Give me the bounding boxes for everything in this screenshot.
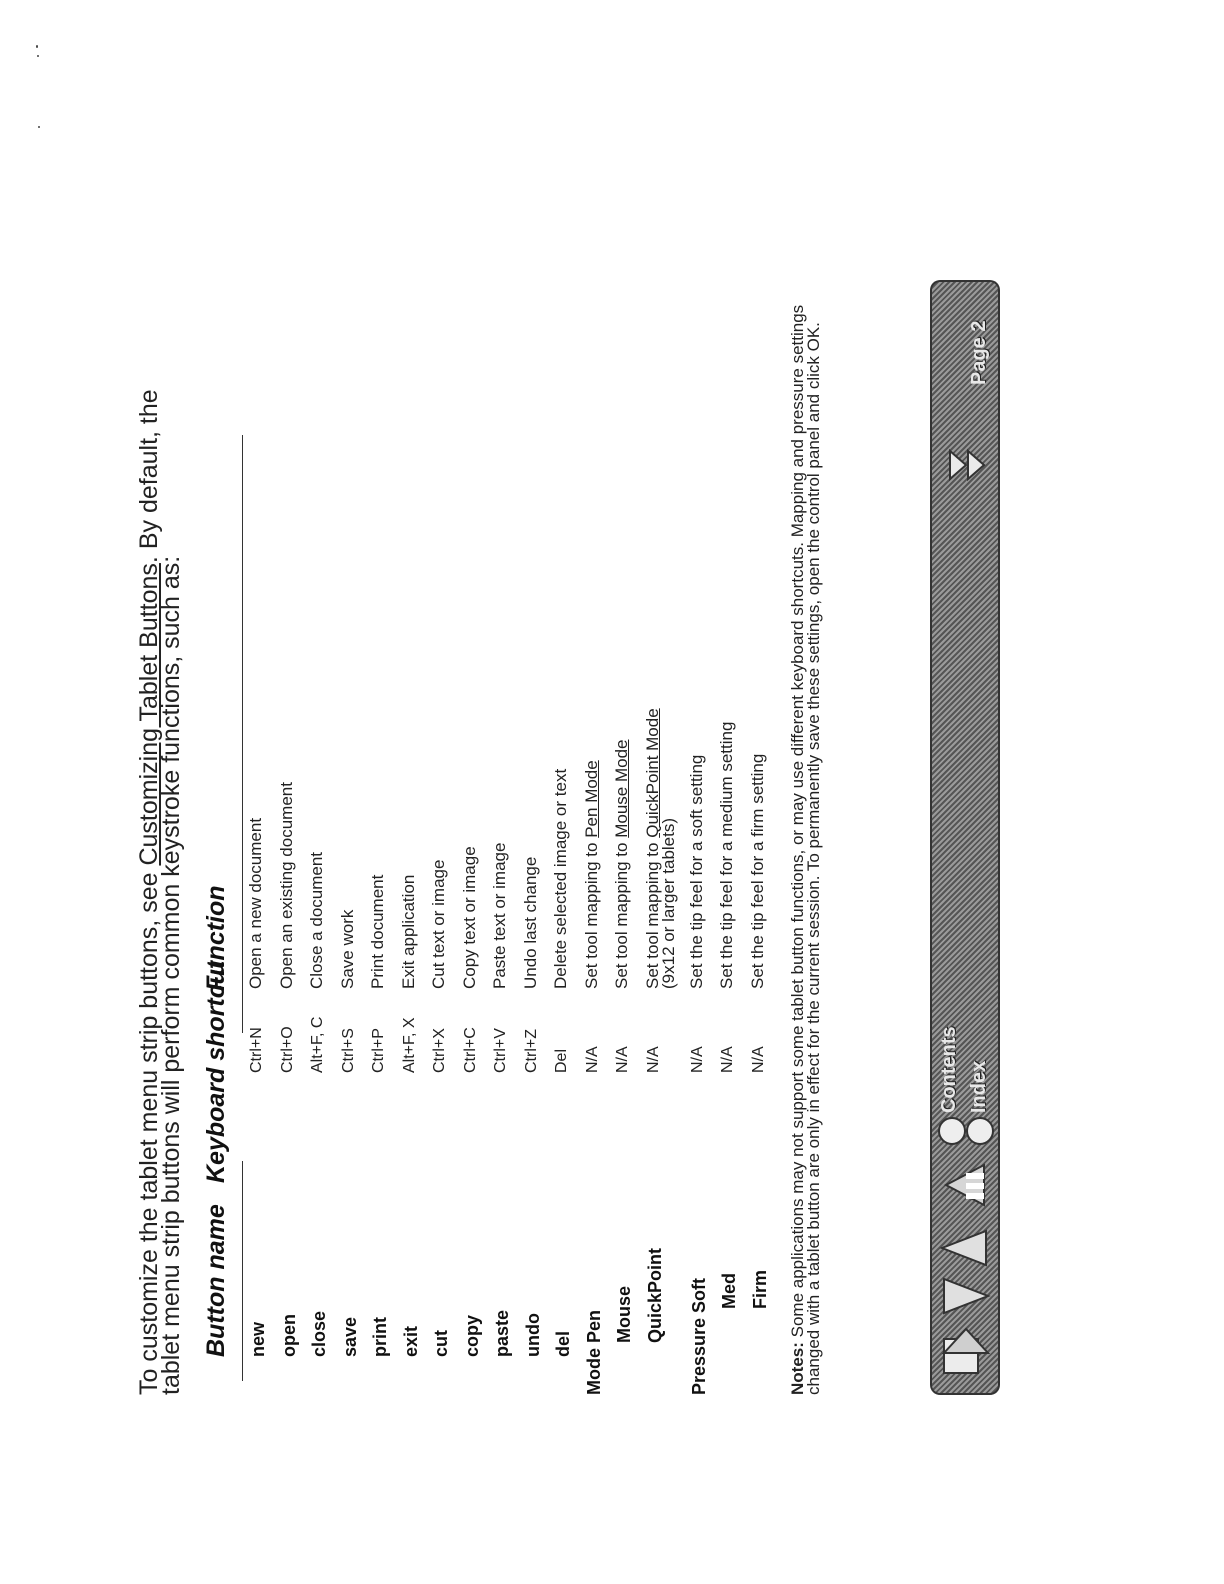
function-cell: [642, 708, 678, 989]
shortcut-cell: N/A: [583, 1046, 601, 1073]
table-row: [520, 275, 554, 1395]
function-cell: [686, 754, 706, 989]
shortcut-cell: N/A: [749, 1046, 767, 1073]
next-page-icon[interactable]: [936, 1225, 994, 1271]
button-name-cell: new: [248, 1321, 268, 1357]
header-button-name: Button name: [202, 1204, 230, 1357]
shortcut-cell: Ctrl+O: [278, 1026, 296, 1073]
function-cell: [398, 874, 418, 989]
function-text: Set tool mapping to: [581, 837, 601, 989]
function-cell: [553, 769, 569, 989]
table-row: [492, 275, 523, 1395]
scan-speck: [38, 126, 40, 128]
button-name-cell: exit: [400, 1325, 421, 1357]
shortcut-cell: Ctrl+Z: [522, 1029, 540, 1073]
button-name-cell: open: [278, 1314, 299, 1357]
table-row: [581, 275, 615, 1395]
function-cell: [431, 860, 447, 989]
function-text: Paste text or image: [490, 842, 509, 989]
button-name-cell: QuickPoint: [644, 1247, 665, 1343]
function-text: Set the tip feel for a firm setting: [747, 753, 767, 989]
table-row: [309, 275, 340, 1395]
function-text: Exit application: [398, 874, 418, 989]
function-text: Print document: [368, 874, 387, 989]
table-row: [553, 275, 584, 1395]
back-icon[interactable]: [936, 1155, 994, 1215]
shortcut-cell: Ctrl+V: [492, 1028, 509, 1073]
function-cell: [248, 818, 264, 989]
previous-page-icon[interactable]: [936, 1273, 994, 1319]
table-row: [370, 275, 401, 1395]
button-name-cell: Mode Pen: [583, 1309, 604, 1395]
shortcut-cell: N/A: [614, 1046, 631, 1073]
shortcut-cell: Del: [553, 1048, 570, 1073]
function-cell: [719, 722, 735, 989]
function-text: Open a new document: [246, 817, 265, 989]
index-label[interactable]: Index: [968, 1060, 990, 1113]
function-text: Close a document: [307, 851, 326, 989]
table-row: [642, 275, 689, 1395]
function-text: Delete selected image or text: [551, 768, 570, 989]
shortcut-cell: Alt+F, C: [309, 1016, 326, 1073]
table-row: [459, 275, 493, 1395]
shortcut-cell: Alt+F, X: [400, 1017, 418, 1073]
customizing-tablet-buttons-link[interactable]: Customizing Tablet Buttons: [135, 563, 163, 866]
table-row: [248, 275, 279, 1395]
button-name-cell: close: [309, 1310, 329, 1357]
button-name-cell: Med: [719, 1273, 739, 1309]
table-row: [686, 275, 720, 1395]
shortcut-cell: N/A: [644, 1046, 662, 1073]
function-cell: [614, 740, 630, 990]
mode-link[interactable]: QuickPoint Mode: [642, 708, 662, 838]
button-name-cell: copy: [461, 1314, 482, 1357]
contents-icon[interactable]: [938, 1117, 966, 1145]
scan-speck: [36, 45, 38, 48]
table-row: [337, 275, 371, 1395]
rotated-page-content: [130, 275, 1030, 1395]
function-cell: [520, 856, 540, 989]
function-text: Open an existing document: [276, 782, 296, 989]
function-cell: [581, 760, 601, 989]
table-row: [276, 275, 310, 1395]
function-subtext: (9x12 or larger tablets): [658, 817, 678, 989]
shortcut-cell: N/A: [719, 1046, 736, 1073]
button-name-cell: undo: [522, 1313, 543, 1357]
intro-text: To customize the tablet menu strip buttons, see: [135, 865, 163, 1395]
mode-link[interactable]: Pen Mode: [581, 760, 601, 838]
function-text: Set tool mapping to: [612, 837, 631, 989]
contents-label[interactable]: Contents: [938, 1026, 960, 1113]
first-page-icon[interactable]: [936, 1323, 994, 1381]
function-cell: [747, 753, 767, 989]
shortcut-cell: N/A: [688, 1046, 706, 1073]
search-icon[interactable]: [936, 445, 994, 485]
button-name-cell: Firm: [749, 1269, 770, 1309]
index-icon[interactable]: [966, 1117, 994, 1145]
button-name-cell: del: [553, 1330, 573, 1357]
function-text: Set the tip feel for a medium setting: [717, 721, 736, 989]
table-row: [431, 275, 462, 1395]
function-text: Cut text or image: [429, 859, 448, 989]
function-cell: [276, 782, 296, 989]
notes-paragraph: [790, 275, 822, 1395]
button-name-cell: save: [339, 1316, 360, 1357]
function-text: Set tool mapping to: [642, 837, 662, 989]
scan-speck: [37, 55, 39, 57]
shortcut-cell: Ctrl+P: [370, 1028, 387, 1073]
function-cell: [492, 843, 508, 989]
function-text: Set the tip feel for a soft setting: [686, 754, 706, 989]
notes-label: Notes:: [788, 1342, 807, 1395]
header-keyboard-shortcut: Keyboard shortcut: [202, 960, 230, 1183]
intro-text-end: . By default, the tablet menu strip buttons will perform common keystroke functions, such as:: [135, 389, 185, 1395]
notes-text: Some applications may not support some tablet button functions, or may use different keyboard shortcuts. Mapping and pressure settings changed with a tablet button are only in effect for the current session. To permanently save these settings, open the control panel and click OK.: [788, 304, 823, 1395]
page-number-label: Page 2: [968, 320, 990, 385]
shortcut-table: [248, 275, 780, 1395]
table-row: [398, 275, 432, 1395]
function-cell: [459, 846, 479, 989]
intro-paragraph: [135, 335, 185, 1395]
button-name-cell: Pressure Soft: [688, 1277, 709, 1395]
button-name-cell: Mouse: [614, 1285, 634, 1343]
mode-link[interactable]: Mouse Mode: [612, 739, 631, 838]
shortcut-cell: Ctrl+X: [431, 1028, 448, 1073]
function-text: Save work: [337, 909, 357, 989]
function-text: Undo last change: [520, 856, 540, 989]
header-function: Function: [202, 885, 230, 991]
table-row: [614, 275, 645, 1395]
shortcut-cell: Ctrl+C: [461, 1027, 479, 1073]
button-name-cell: print: [370, 1317, 390, 1357]
table-row: [747, 275, 781, 1395]
function-text: Copy text or image: [459, 846, 479, 989]
table-row: [719, 275, 750, 1395]
shortcut-cell: Ctrl+N: [248, 1027, 265, 1073]
function-cell: [337, 909, 357, 989]
button-name-cell: cut: [431, 1330, 451, 1357]
button-name-cell: paste: [492, 1309, 512, 1357]
shortcut-cell: Ctrl+S: [339, 1028, 357, 1073]
navigation-bar: [930, 280, 1000, 1395]
function-cell: [370, 875, 386, 989]
function-cell: [309, 852, 325, 989]
